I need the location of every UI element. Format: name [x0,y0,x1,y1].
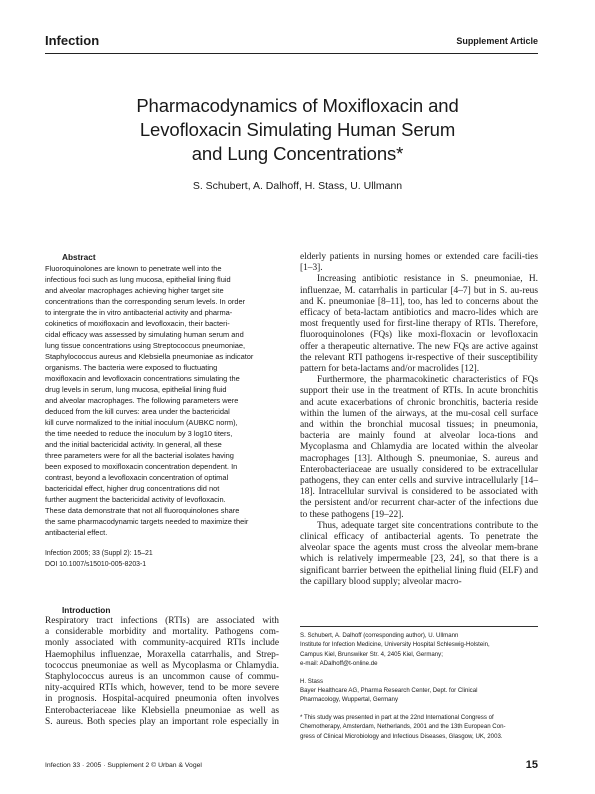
body-line: lides which are most frequently used for first-line therapy [300,308,538,330]
body-line: respective of their susceptibility pattern for beta-lactams [300,352,538,375]
body-line: floxacin or levofloxacin offer a therapeutic alternative. The [300,330,538,352]
affiliation-rule [300,626,538,627]
body-line: tions and Mycoplasma and Chlamydia are located within [300,431,538,453]
abstract-line: and the initial bactericidal activity. In general, all these [45,440,222,449]
body-line: intracellularly [14–18]. Intracellular survival is considered [300,476,539,498]
abstract-line: kill curve normalized to the initial inoculum (AUBKC norm), [45,418,238,427]
body-paragraph [300,521,538,588]
page-number: 15 [525,759,538,771]
abstract-line: concentrations than the corresponding serum levels. In order [45,297,246,306]
abstract-line: and alveolar macrophages. The following parameters were [45,396,239,405]
abstract-line: further augment the bactericidal activity of levofloxacin. [45,495,226,504]
affiliation-line: S. Schubert, A. Dalhoff (corresponding author), U. Ullmann [300,632,459,639]
introduction-line: Respiratory tract infections (RTIs) are associated with [45,616,279,626]
introduction-line: monly associated with community-acquired RTIs include [45,638,279,649]
footnote-line: * This study was presented in part at the 22nd International Congress of [300,713,494,721]
affiliation-box [300,631,538,741]
abstract-line: cokinetics of moxifloxacin and levofloxacin, their bacteri- [45,319,230,328]
abstract-line: bactericidal effect, higher drug concentrations did not [45,484,220,493]
affiliation-line: Campus Kiel, Brunswiker Str. 4, 2405 Kiel, Germany; [300,650,443,658]
abstract-line: the time needed to reduce the inoculum by 3 log10 titers, [45,429,233,438]
article-title [60,94,535,166]
body-line: to be associated with the persistent and/or recurrent char- [300,487,538,509]
spacer [300,669,538,677]
title-line: Levofloxacin Simulating Human Serum [139,119,456,140]
abstract-line: deduced from the kill curves: area under the bactericidal [45,407,230,416]
spacer [300,705,538,713]
abstract-line: moxifloxacin and levofloxacin concentrations simulating the [45,374,240,383]
body-line: about the efficacy of beta-lactam antibiotics and macro- [300,296,538,319]
body-line: Furthermore, the pharmacokinetic characteristics of [317,375,519,386]
journal-name: Infection [45,33,100,48]
body-line: Thus, adequate target site concentrations contribute [317,520,514,531]
abstract-line: infectious foci such as lung mucosa, epithelial lining fluid [45,275,231,284]
footnote-line: gress of Clinical Microbiology and Infectious Diseases, Glasgow, UK, 2003. [300,732,503,740]
citation-info [45,548,279,570]
body-line: elderly patients in nursing homes or extended care facili- [300,252,525,262]
body-line: S. aureus and Enterobacteriaceae are usually considered to [300,453,539,475]
body-line: bronchitis and acute exacerbations of chronic bronchitis, [300,386,538,408]
abstract-line: organisms. The bacteria were exposed to fluctuating [45,363,218,372]
introduction-line: Haemophilus influenzae, Moraxella catarrhalis, and Strep- [45,649,279,660]
introduction-heading: Introduction [62,605,111,615]
introduction-section [45,605,279,728]
body-line: new FQs are active against the relevant RTI pathogens ir- [300,341,538,363]
body-paragraph [300,375,538,521]
abstract-heading: Abstract [62,252,96,262]
body-line: acter of the infections due to these pathogens [19–22]. [300,498,538,520]
abstract-section [45,252,279,570]
abstract-line: and alveolar macrophages achieving higher target site [45,286,224,295]
introduction-line: a considerable morbidity and mortality. Pathogens com- [45,627,279,638]
header-rule [45,53,538,54]
introduction-line: Staphylococcus aureus is an uncommon cause of commu- [45,672,279,683]
abstract-line: been exposed to moxifloxacin concentration dependent. In [45,462,238,471]
abstract-line: lung tissue concentrations using Streptococcus pneumoniae, [45,341,246,350]
body-line: and/or macrolides [12]. [391,364,480,375]
affiliation-line: Bayer Healthcare AG, Pharma Research Center, Dept. for Clinical [300,687,478,695]
abstract-line: three parameters were for all the bacterial isolates having [45,451,234,460]
affiliation-line: H. Stass [300,677,324,685]
abstract-line: antibacterial effect. [45,528,108,537]
body-line: brane which is relatively impermeable [23, 24], so that [300,543,538,565]
body-line: Increasing antibiotic resistance in S. pneumoniae, H. [317,274,538,285]
body-line: fluid (ELF) and the capillary blood supply; alveolar macro- [300,565,539,587]
abstract-line: Fluoroquinolones are known to penetrate well into the [45,264,222,273]
affiliation-line: Institute for Infection Medicine, University Hospital Schleswig-Holstein, [300,641,490,649]
abstract-line: to intergrate the in vitro antibacterial activity and pharma- [45,308,233,317]
abstract-line: drug levels in serum, lung mucosa, epithelial lining fluid [45,385,227,394]
body-line: to the clinical efficacy of antibacterial agents. To penetrate [300,520,538,543]
abstract-body [45,263,279,538]
title-line: and Lung Concentrations* [191,143,404,164]
running-header [45,33,538,51]
introduction-body [45,616,279,728]
body-line: influenzae, M. catarrhalis in particular [4–7] but in S. au- [300,285,523,296]
author-list: S. Schubert, A. Dalhoff, H. Stass, U. Ullmann [192,180,403,192]
body-paragraph [300,252,538,274]
body-line: of RTIs. Therefore, fluoroquinolones (FQs) like moxi- [300,319,538,341]
body-line: there is a significant barrier between the epithelial lining [300,554,538,576]
affiliation-line: Pharmacology, Wuppertal, Germany [300,696,398,704]
introduction-line: tococcus pneumoniae as well as Mycoplasma or Chlamydia. [45,660,279,671]
introduction-line: S. aureus. Both species play an important role especially in [45,716,279,727]
body-line: reus and K. pneumoniae [8–11], too, has led to concerns [300,285,538,307]
abstract-line: These data demonstrate that not all fluoroquinolones share [45,506,240,515]
body-line: ties [1–3]. [300,252,538,274]
abstract-line: Staphylococcus aureus and Klebsiella pneumoniae as indicator [45,352,254,361]
body-line: cosal cell surface and within the bronchial mucosal tissues; [300,408,538,431]
title-line: Pharmacodynamics of Moxifloxacin and [136,95,459,116]
affiliation-line: e-mail: ADalhoff@t-online.de [300,660,378,668]
body-line: be extracellular pathogens, they can enter cells and survive [300,464,538,487]
page-footer [45,759,538,773]
body-line: in pneumonia, bacteria are mainly found at alveolar loca- [300,420,539,442]
abstract-line: the same pharmacodynamic targets needed to maximize their [45,517,249,526]
citation: Infection 2005; 33 (Suppl 2): 15–21 [45,550,153,557]
introduction-line: in prognosis. Hospital-acquired pneumonia often involves [45,694,279,705]
footnote-line: Chemotherapy, Amsterdam, Netherlands, 2001 and the 13th European Con- [300,723,506,731]
footer-journal-info: Infection 33 · 2005 · Supplement 2 © Urban & Vogel [45,762,202,769]
introduction-line: nity-acquired RTIs which, however, tend to be more severe [45,683,279,694]
doi: DOI 10.1007/s15010-005-8203-1 [45,561,147,568]
abstract-line: cidal efficacy was assessed by simulating human serum and [45,330,244,339]
body-line: bacteria reside within the lumen of the airways, at the mu- [300,397,538,419]
abstract-line: contrast, beyond a levofloxacin concentration of optimal [45,473,229,482]
introduction-line: Enterobacteriaceae like Klebsiella pneumoniae as well as [45,705,279,716]
right-column-body [300,252,538,588]
body-line: FQs support their use in the treatment of RTIs. In acute [300,375,539,397]
article-type: Supplement Article [456,36,538,46]
body-paragraph [300,274,538,375]
body-line: the alveolar macrophages [13]. Although S. pneumoniae, [300,442,539,464]
body-line: the alveolar space the agents must cross the alveolar mem- [300,532,539,554]
